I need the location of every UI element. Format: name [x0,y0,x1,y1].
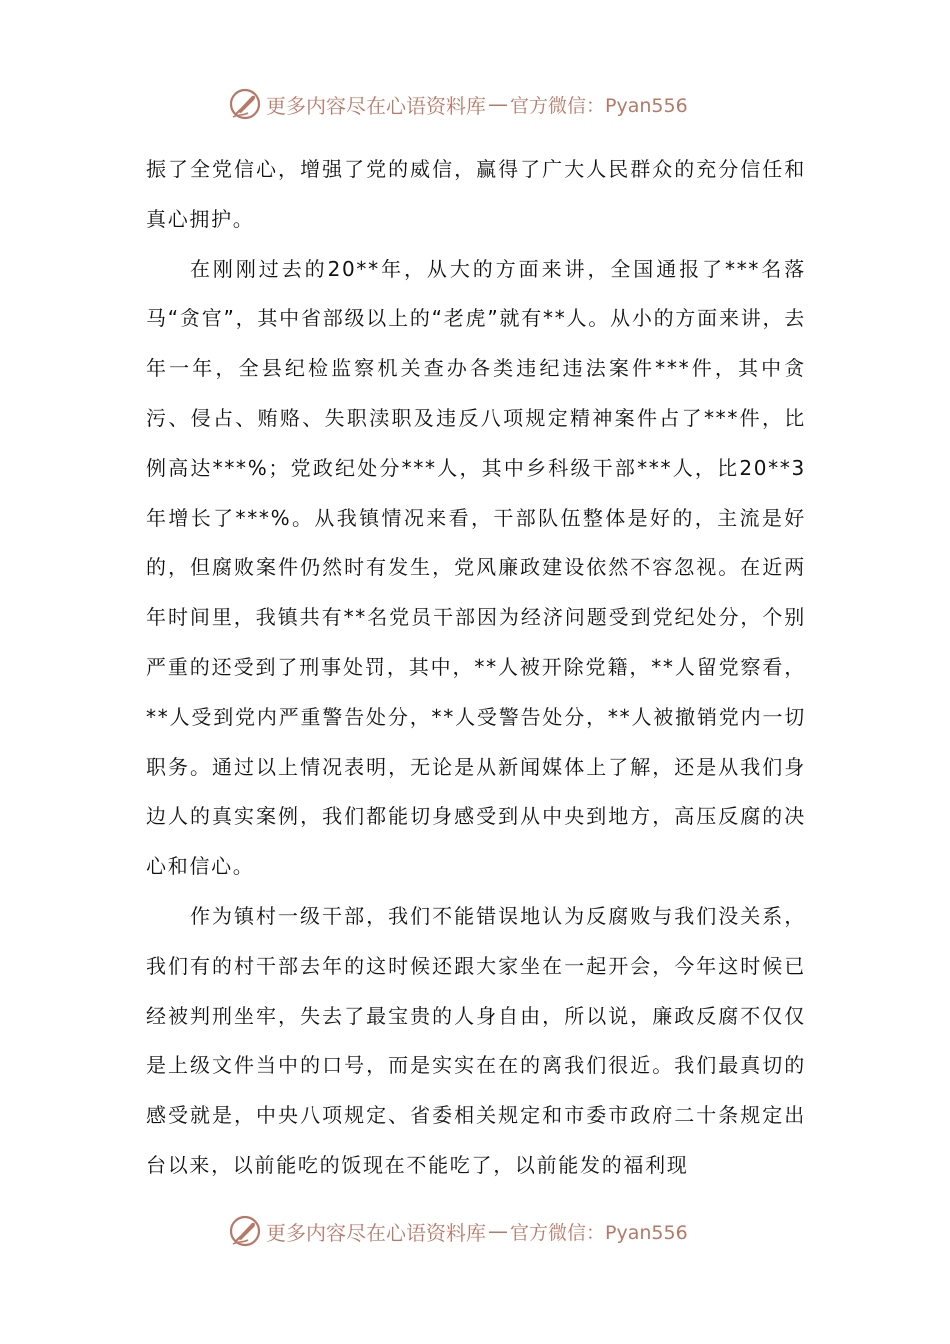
watermark-header [228,84,748,124]
watermark-footer [228,1211,748,1251]
watermark-site-name: 更多内容尽在心语资料库 [266,93,486,118]
quill-logo-icon [228,87,262,121]
paragraph-continuation: 振了全党信心，增强了党的威信，赢得了广大人民群众的充分信任和真心拥护。 [146,157,806,231]
paragraph-corruption-statistics: 在刚刚过去的20**年，从大的方面来讲，全国通报了***名落马“贪官”，其中省部级以上的“老虎”就有**人。从小的方面来讲，去年一年，全县纪检监察机关查办各类违纪违法案件***件，其中贪污、侵占、贿赂、失职渎职及违反八项规定精神案件占了***件，比例高达***%；党政纪处分***人，其中乡科级干部***人，比20**3年增长了***%。从我镇情况来看，干部队伍整体是好的，主流是好的，但腐败案件仍然时有发生，党风廉政建设依然不容忽视。在近两年时间里，我镇共有**名党员干部因为经济问题受到党纪处分，个别严重的还受到了刑事处罚，其中，**人被开除党籍，**人留党察看，**人受到党内严重警告处分，**人受警告处分，**人被撤销党内一切职务。通过以上情况表明，无论是从新闻媒体上了解，还是从我们身边人的真实案例，我们都能切身感受到从中央到地方，高压反腐的决心和信心。 [146,256,806,879]
paragraph-town-cadres: 作为镇村一级干部，我们不能错误地认为反腐败与我们没关系，我们有的村干部去年的这时候还跟大家坐在一起开会，今年这时候已经被判刑坐牢，失去了最宝贵的人身自由，所以说，廉政反腐不仅仅是上级文件当中的口号，而是实实在在的离我们很近。我们最真切的感受就是，中央八项规定、省委相关规定和市委市政府二十条规定出台以来，以前能吃的饭现在不能吃了，以前能发的福利现 [146,903,806,1177]
watermark-separator: — [488,92,508,116]
watermark-contact: 官方微信：Pyan556 [510,1221,688,1244]
document-body [146,145,806,1191]
watermark-separator: — [488,1219,508,1243]
watermark-site-name: 更多内容尽在心语资料库 [266,1220,486,1245]
watermark-contact: 官方微信：Pyan556 [510,94,688,117]
quill-logo-icon [228,1214,262,1248]
